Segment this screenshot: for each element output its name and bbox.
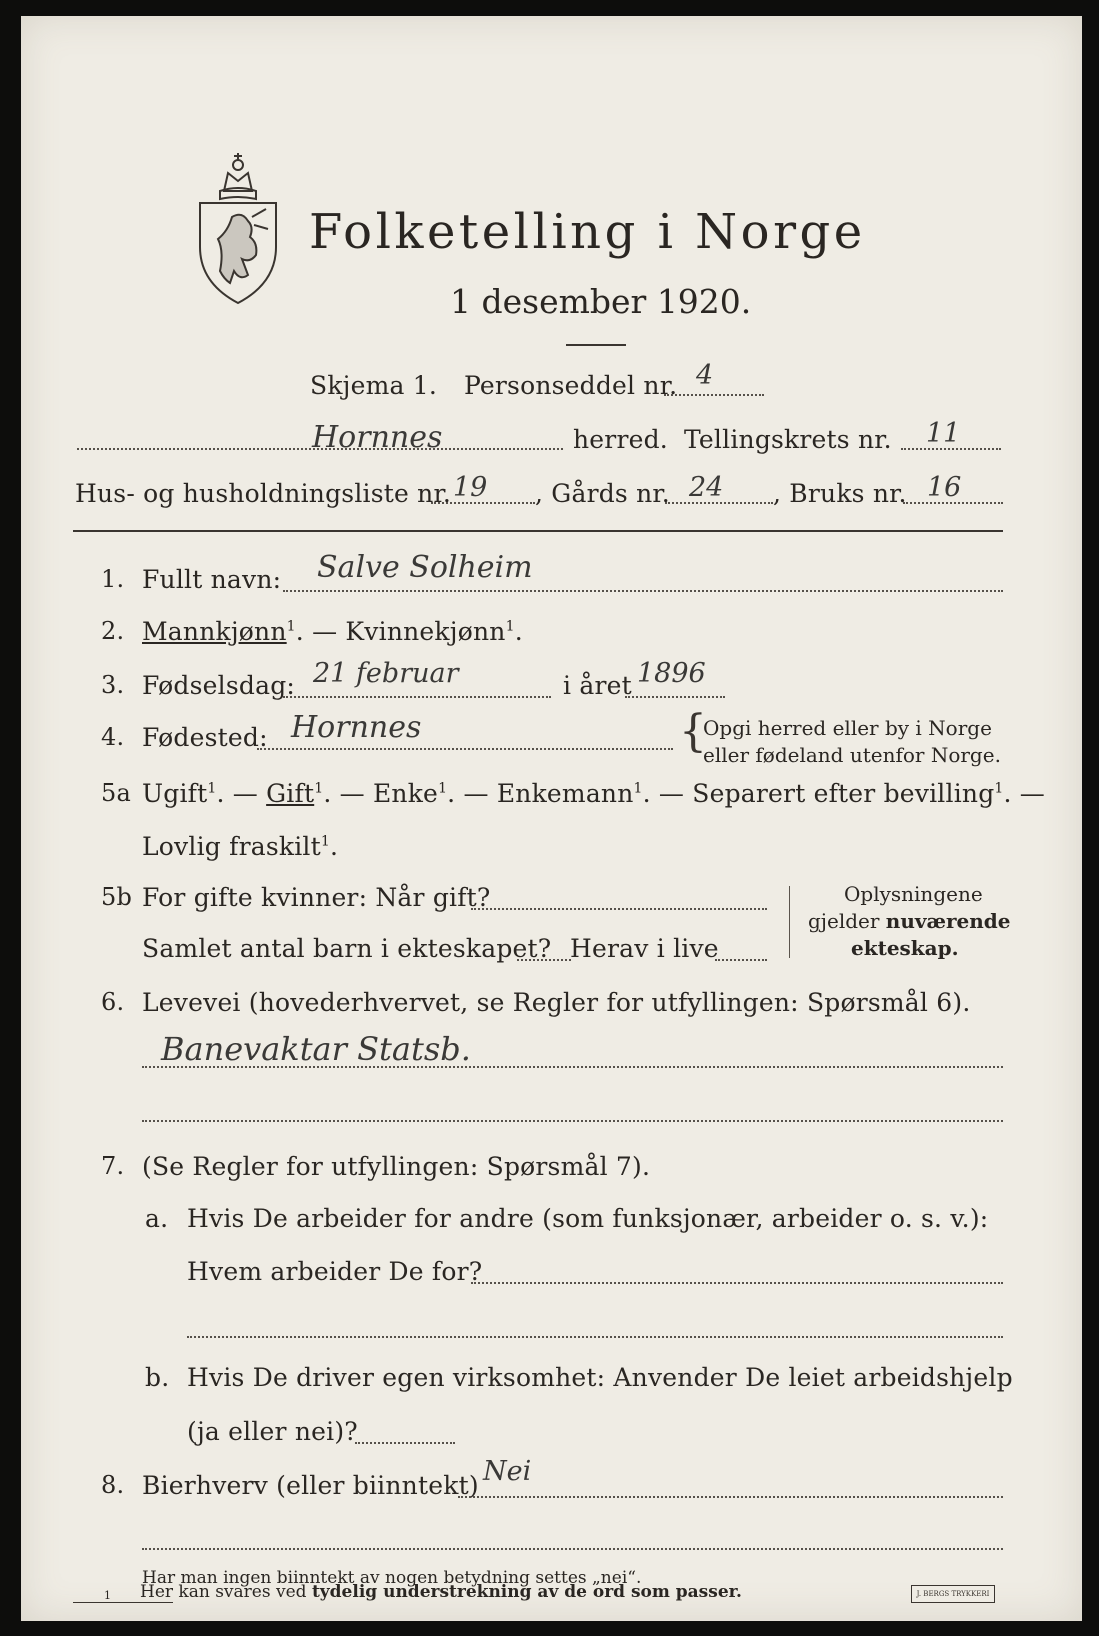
q2-end: . bbox=[514, 617, 523, 646]
q5a-end: . — bbox=[1003, 779, 1046, 808]
tellingskrets-label: Tellingskrets nr. bbox=[684, 425, 892, 454]
q7a-letter: a. bbox=[145, 1204, 169, 1233]
q2-mann-option[interactable]: Mannkjønn bbox=[142, 617, 287, 646]
q5a-sup-5: 1 bbox=[994, 780, 1004, 797]
printer-stamp-text: J. BERGS TRYKKERI bbox=[916, 1590, 990, 1598]
q7a-label: Hvis De arbeider for andre (som funksjonær, arbeider o. s. v.): bbox=[187, 1204, 989, 1233]
herred-value[interactable]: Hornnes bbox=[312, 420, 443, 455]
q3-label: Fødselsdag: bbox=[142, 671, 296, 700]
q4-number: 4. bbox=[101, 723, 125, 751]
q5a-sup-6: 1 bbox=[320, 833, 330, 850]
personseddel-value[interactable]: 4 bbox=[696, 360, 714, 391]
q1-line bbox=[283, 590, 1003, 592]
q5a-dash-3: . — bbox=[447, 779, 497, 808]
q7a-question: Hvem arbeider De for? bbox=[187, 1257, 483, 1286]
q3-birth-date[interactable]: 21 februar bbox=[313, 658, 459, 689]
q2-separator: . — bbox=[295, 617, 346, 646]
q6-label: Levevei (hovederhvervet, se Regler for utfyllingen: Spørsmål 6). bbox=[142, 988, 971, 1017]
husliste-label: Hus- og husholdningsliste nr. bbox=[75, 479, 452, 508]
q5b-note-line3: ekteskap. bbox=[851, 936, 959, 960]
q5a-dash-4: . — bbox=[642, 779, 693, 808]
q8-label: Bierhverv (eller biinntekt) bbox=[142, 1471, 479, 1500]
q5a-enkemann-option[interactable]: Enkemann bbox=[496, 779, 634, 808]
q5b-note-line1: Oplysningene bbox=[844, 882, 983, 906]
title-divider bbox=[566, 344, 626, 346]
q8-side-income[interactable]: Nei bbox=[483, 1456, 532, 1487]
q2-footnote-mark-2: 1 bbox=[505, 618, 515, 635]
q5b-children-line bbox=[517, 959, 571, 961]
q5b-number: 5b bbox=[101, 883, 133, 911]
q7b-letter: b. bbox=[145, 1363, 170, 1392]
husliste-value[interactable]: 19 bbox=[453, 472, 488, 503]
q5b-note-nuvaerende: nuværende bbox=[885, 909, 1011, 933]
q1-label: Fullt navn: bbox=[142, 565, 282, 594]
q5b-note-line2 bbox=[808, 909, 1011, 933]
q6-occupation[interactable]: Banevaktar Statsb. bbox=[161, 1030, 471, 1068]
q5b-married-line bbox=[471, 908, 767, 910]
census-form-sheet bbox=[21, 16, 1082, 1621]
tellingskrets-value[interactable]: 11 bbox=[926, 418, 961, 449]
q3-number: 3. bbox=[101, 671, 125, 699]
q5a-ugift-option[interactable]: Ugift bbox=[142, 779, 208, 808]
q5a-enke-option[interactable]: Enke bbox=[372, 779, 439, 808]
q4-note-line1: Opgi herred eller by i Norge bbox=[703, 716, 992, 740]
q6-number: 6. bbox=[101, 988, 125, 1016]
bruks-value[interactable]: 16 bbox=[927, 472, 962, 503]
personseddel-line bbox=[664, 394, 764, 396]
q7a-line-1 bbox=[471, 1282, 1003, 1284]
q5a-sup-4: 1 bbox=[633, 780, 643, 797]
q5b-note-gjelder: gjelder bbox=[808, 909, 886, 933]
schema-label: Skjema 1. bbox=[310, 371, 438, 400]
q2-kvinne-option[interactable]: Kvinnekjønn bbox=[345, 617, 506, 646]
q4-note-brace: { bbox=[679, 706, 707, 757]
q1-full-name[interactable]: Salve Solheim bbox=[317, 550, 533, 585]
q2-gender bbox=[142, 617, 523, 646]
q7a-line-2 bbox=[187, 1336, 1003, 1338]
q1-number: 1. bbox=[101, 565, 125, 593]
q5a-number: 5a bbox=[101, 779, 131, 807]
q8-number: 8. bbox=[101, 1471, 125, 1499]
q2-number: 2. bbox=[101, 617, 125, 645]
q6-line-2 bbox=[142, 1120, 1003, 1122]
q5b-label-children: Samlet antal barn i ekteskapet? bbox=[142, 934, 552, 963]
footer-divider bbox=[73, 1602, 173, 1603]
q5a-lovlig-row: Lovlig fraskilt$^1$. bbox=[142, 832, 339, 861]
q7-number: 7. bbox=[101, 1152, 125, 1180]
footnote-mark: 1 bbox=[104, 1589, 111, 1602]
q7b-question: (ja eller nei)? bbox=[187, 1417, 358, 1446]
q4-birthplace[interactable]: Hornnes bbox=[291, 710, 422, 745]
form-title: Folketelling i Norge bbox=[309, 204, 866, 260]
q5a-status-options bbox=[142, 779, 1045, 808]
q4-line bbox=[257, 748, 673, 750]
personseddel-label: Personseddel nr. bbox=[464, 371, 678, 400]
q7b-label: Hvis De driver egen virksomhet: Anvender De leiet arbeidshjelp bbox=[187, 1363, 1013, 1392]
q2-footnote-mark-1: 1 bbox=[286, 618, 296, 635]
q5b-alive-line bbox=[715, 959, 767, 961]
footer-note: Har man ingen biinntekt av nogen betydning settes „nei“. bbox=[142, 1568, 642, 1588]
q8-line-2 bbox=[142, 1548, 1003, 1550]
q5a-separert-option[interactable]: Separert efter bevilling bbox=[692, 779, 995, 808]
footnote-text-a: Her kan svares ved bbox=[140, 1582, 312, 1602]
q4-note-line2: eller fødeland utenfor Norge. bbox=[703, 743, 1001, 767]
census-date: 1 desember 1920. bbox=[450, 282, 752, 321]
norway-coat-of-arms-icon bbox=[194, 151, 282, 309]
q3-date-line bbox=[283, 696, 551, 698]
q5a-sup-3: 1 bbox=[438, 780, 448, 797]
q5a-dash-2: . — bbox=[323, 779, 373, 808]
q5a-lovlig-option[interactable]: Lovlig fraskilt bbox=[142, 832, 321, 861]
gards-value[interactable]: 24 bbox=[689, 472, 724, 503]
q3-aret-label: i året bbox=[563, 671, 632, 700]
q7b-line bbox=[355, 1442, 455, 1444]
q5b-label-alive: Herav i live bbox=[570, 934, 719, 963]
q7-label: (Se Regler for utfyllingen: Spørsmål 7). bbox=[142, 1152, 651, 1181]
herred-label: herred. bbox=[573, 425, 668, 454]
q5b-note-bar bbox=[789, 886, 790, 958]
footnote-text bbox=[140, 1582, 742, 1602]
q3-year-line bbox=[625, 696, 725, 698]
bruks-label: , Bruks nr. bbox=[773, 479, 907, 508]
q5a-gift-option[interactable]: Gift bbox=[266, 779, 315, 808]
q4-label: Fødested: bbox=[142, 723, 268, 752]
q8-line-1 bbox=[458, 1496, 1003, 1498]
q5a-dash-1: . — bbox=[216, 779, 267, 808]
q3-birth-year[interactable]: 1896 bbox=[637, 658, 706, 689]
q5b-label-married: For gifte kvinner: Når gift? bbox=[142, 883, 491, 912]
gards-label: , Gårds nr. bbox=[535, 479, 670, 508]
q5a-sup-1: 1 bbox=[207, 780, 217, 797]
footnote-text-b: tydelig understrekning av de ord som passer. bbox=[311, 1582, 742, 1602]
q5a-sup-2: 1 bbox=[314, 780, 324, 797]
printer-stamp bbox=[911, 1585, 995, 1603]
header-divider bbox=[73, 530, 1003, 532]
